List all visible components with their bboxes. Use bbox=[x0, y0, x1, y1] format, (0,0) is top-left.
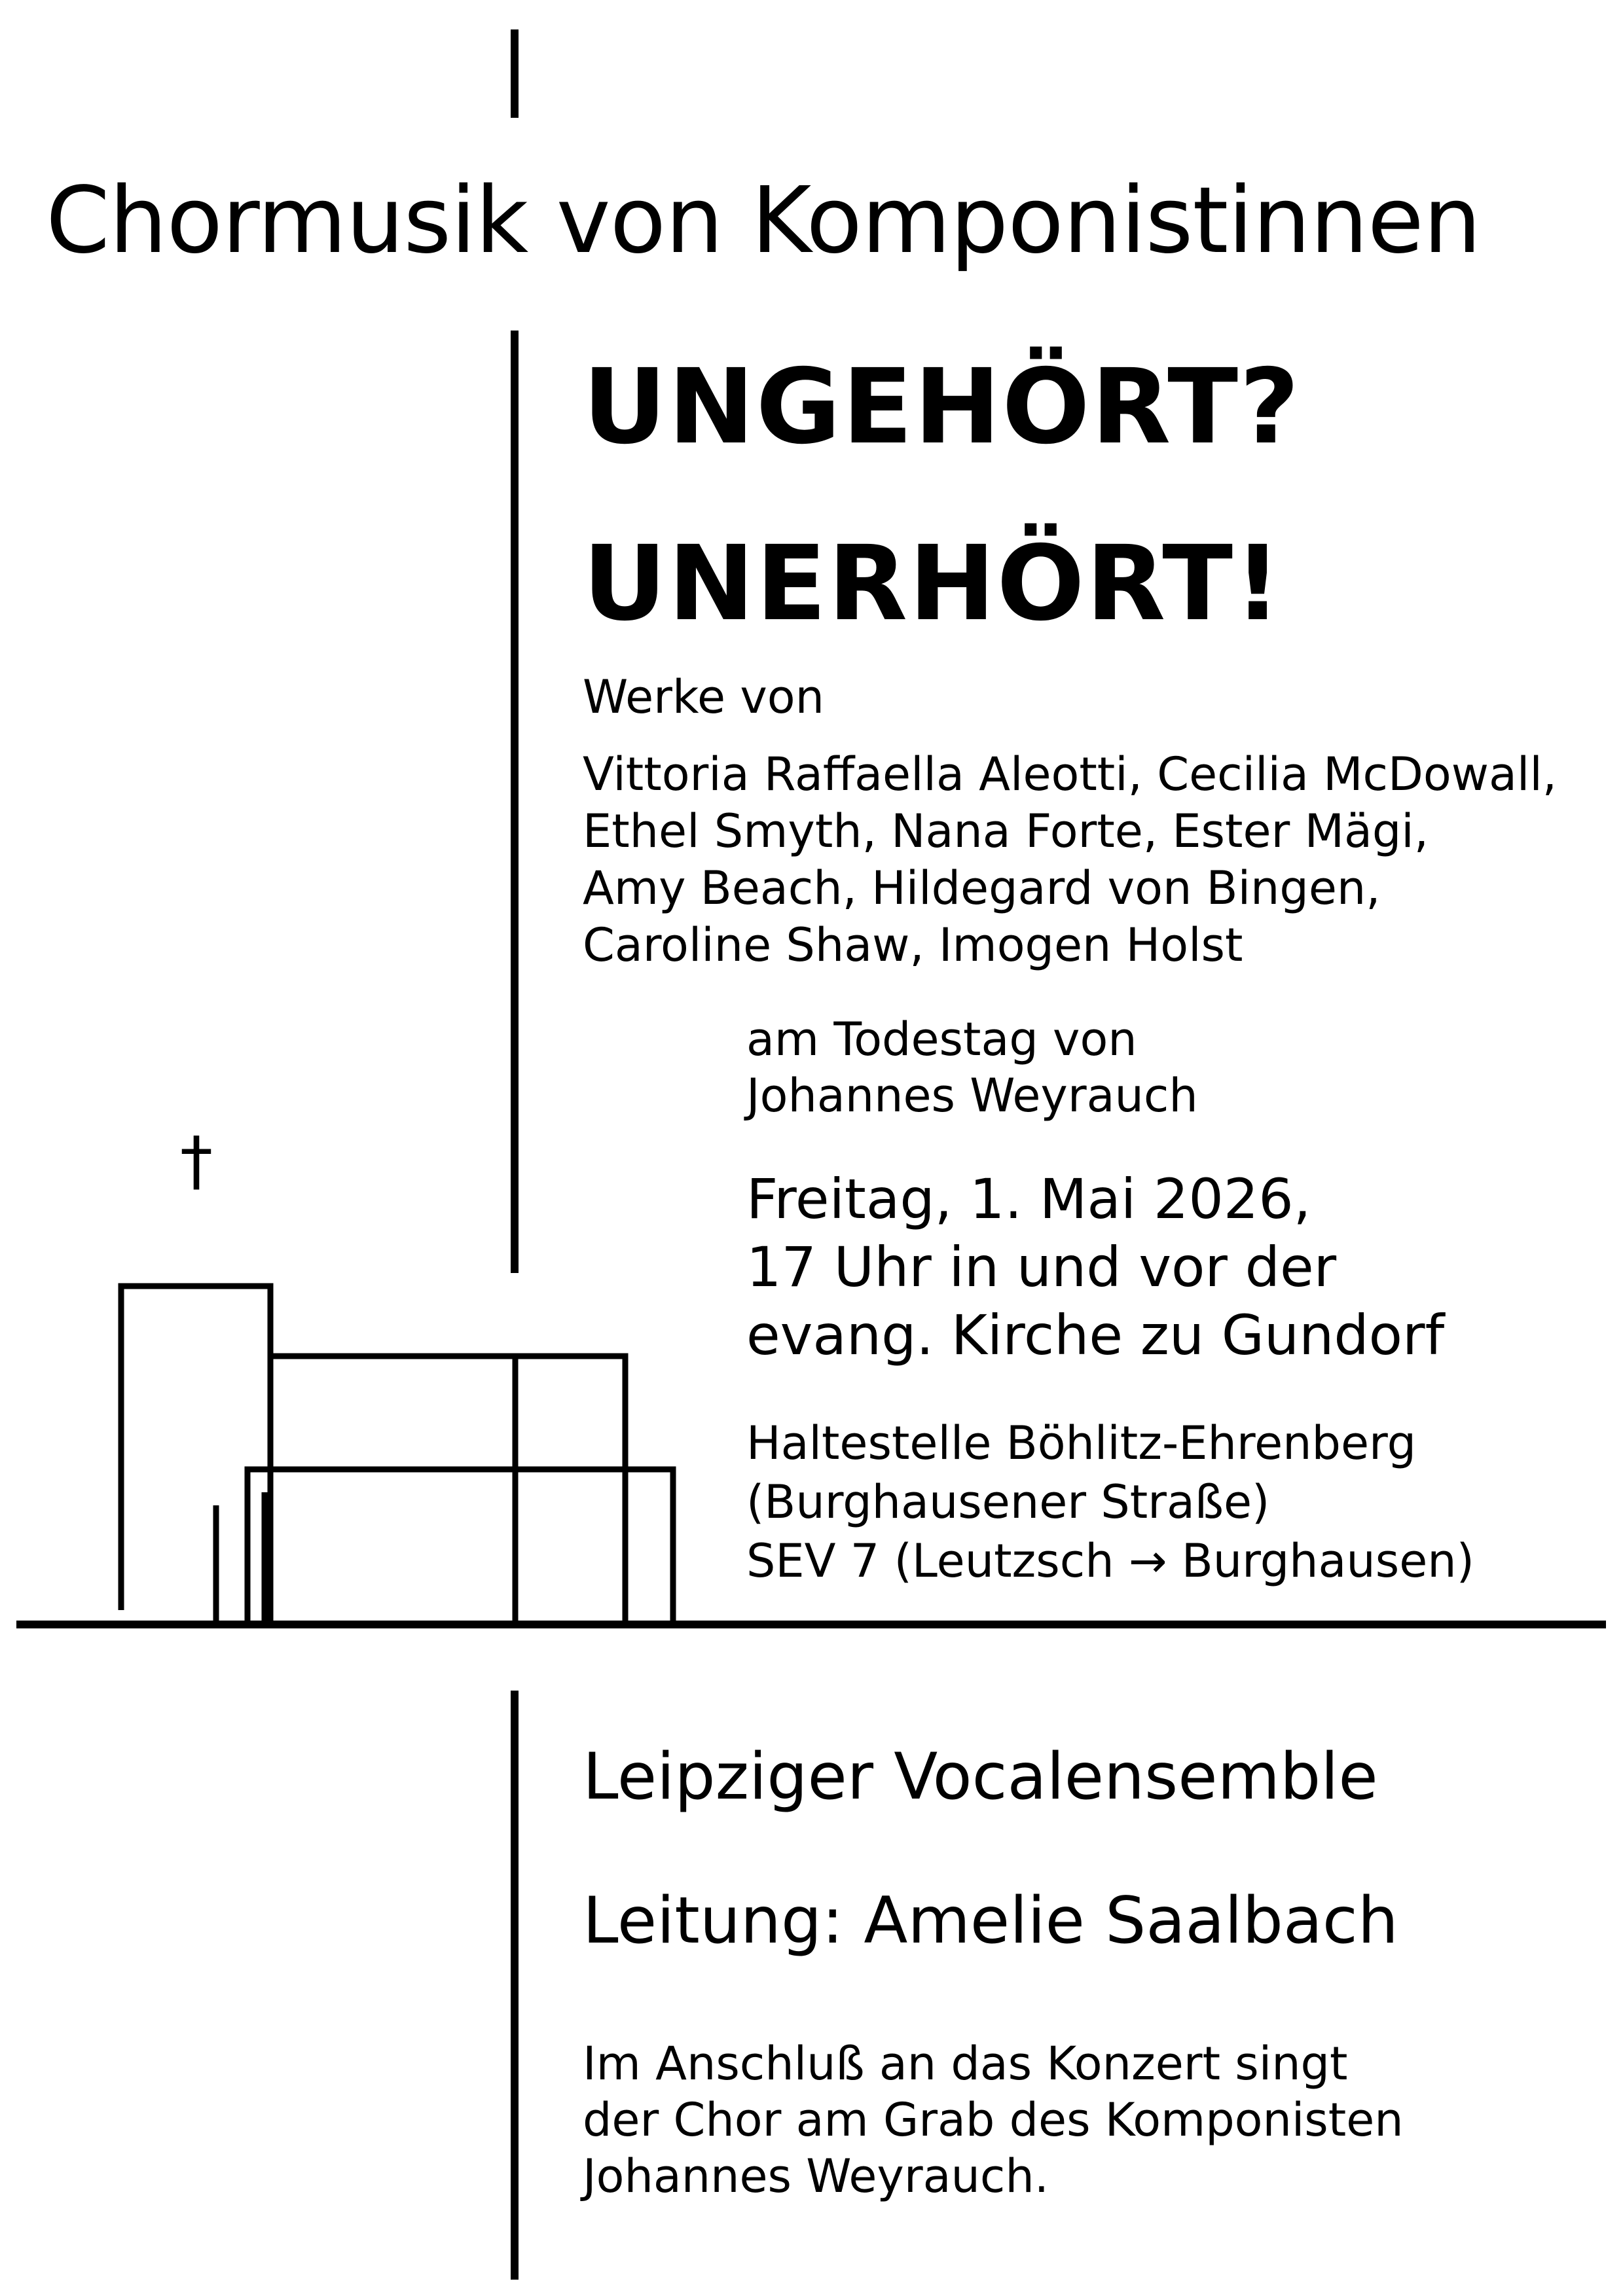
ensemble-name: Leipziger Vocalensemble bbox=[583, 1740, 1378, 1814]
cross-symbol: † bbox=[180, 1122, 213, 1199]
composer-line: Amy Beach, Hildegard von Bingen, bbox=[583, 861, 1381, 915]
memorial-line: am Todestag von bbox=[746, 1013, 1137, 1066]
headline-line-2: UNERHÖRT! bbox=[583, 524, 1283, 644]
closing-note bbox=[583, 2036, 1404, 2204]
composer-line: Vittoria Raffaella Aleotti, Cecilia McDowall, bbox=[583, 747, 1558, 801]
date-line: Freitag, 1. Mai 2026, bbox=[746, 1167, 1311, 1231]
memorial-line: Johannes Weyrauch bbox=[746, 1069, 1198, 1122]
composer-list bbox=[583, 746, 1557, 974]
works-intro: Werke von bbox=[583, 670, 824, 724]
closing-line: der Chor am Grab des Komponisten bbox=[583, 2093, 1404, 2147]
memorial-note bbox=[746, 1011, 1198, 1124]
time-line: 17 Uhr in und vor der bbox=[746, 1235, 1337, 1299]
transport-line: Haltestelle Böhlitz-Ehrenberg bbox=[746, 1416, 1416, 1470]
composer-line: Caroline Shaw, Imogen Holst bbox=[583, 918, 1243, 972]
closing-line: Im Anschluß an das Konzert singt bbox=[583, 2037, 1348, 2090]
transport-line: (Burghausener Straße) bbox=[746, 1475, 1270, 1529]
bottom-vertical-rule bbox=[511, 1691, 519, 2280]
transport-line: SEV 7 (Leutzsch → Burghausen) bbox=[746, 1534, 1474, 1588]
headline-line-1: UNGEHÖRT? bbox=[583, 347, 1301, 467]
composer-line: Ethel Smyth, Nana Forte, Ester Mägi, bbox=[583, 804, 1429, 858]
top-vertical-rule bbox=[511, 29, 519, 118]
closing-line: Johannes Weyrauch. bbox=[583, 2149, 1049, 2203]
church-outline-icon bbox=[0, 1113, 1623, 1649]
venue-line: evang. Kirche zu Gundorf bbox=[746, 1303, 1445, 1367]
poster-title: Chormusik von Komponistinnen bbox=[46, 168, 1481, 274]
conductor-line: Leitung: Amelie Saalbach bbox=[583, 1884, 1398, 1958]
